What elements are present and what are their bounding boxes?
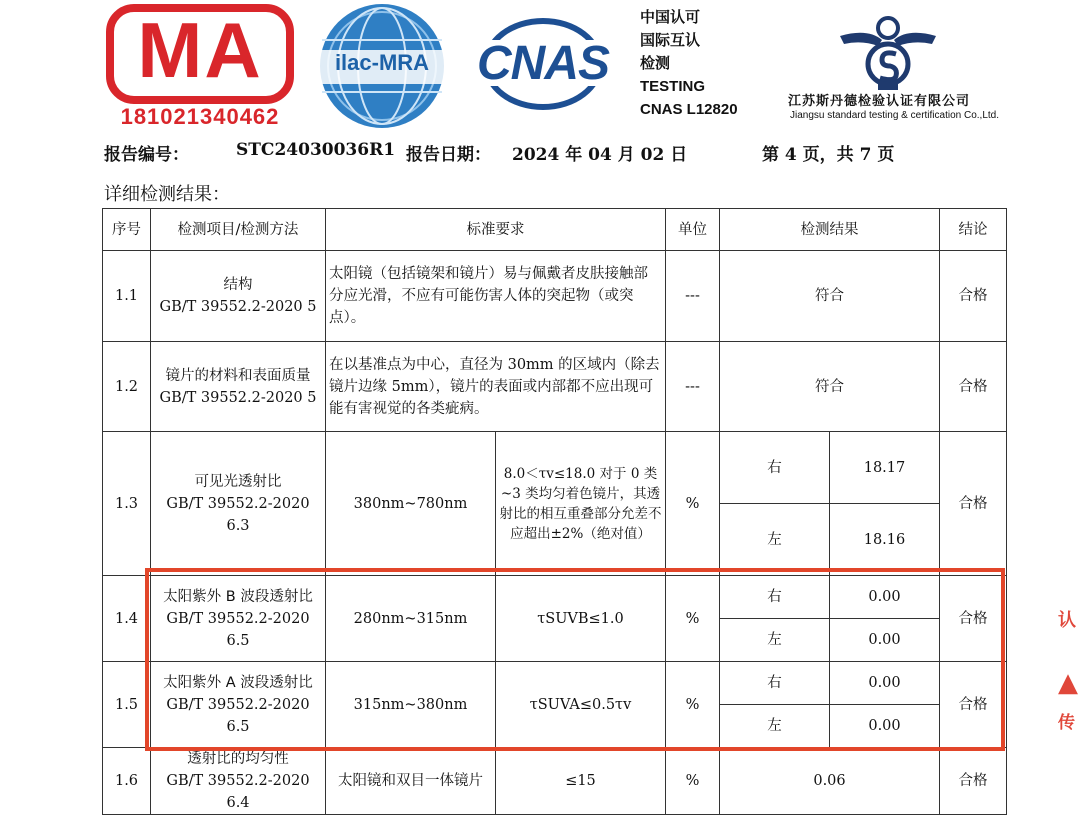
row-requirement: 在以基准点为中心，直径为 30mm 的区域内（除去镜片边缘 5mm），镜片的表面或内部都不应出现可能有害视觉的各类疵病。 — [326, 342, 666, 432]
row-requirement: 8.0＜τv≤18.0 对于 0 类~3 类均匀着色镜片，其透射比的相互重叠部分允差不应超出±2%（绝对值） — [496, 432, 666, 576]
row-result: 符合 — [720, 342, 940, 432]
cnas-line: 检测 — [640, 55, 671, 72]
row-result: 0.06 — [720, 748, 940, 815]
item-method: GB/T 39552.2-2020 6.3 — [166, 495, 310, 534]
cnas-line: CNAS L12820 — [640, 101, 738, 118]
header-requirement: 标准要求 — [326, 209, 666, 251]
row-unit: --- — [666, 251, 720, 342]
side-label-right: 右 — [720, 432, 830, 504]
row-requirement: ≤15 — [496, 748, 666, 815]
report-date: 2024 年 04 月 02 日 — [512, 145, 688, 165]
value-left: 18.16 — [830, 504, 940, 576]
header-unit: 单位 — [666, 209, 720, 251]
header-result: 检测结果 — [720, 209, 940, 251]
row-no: 1.5 — [103, 662, 151, 748]
row-no: 1.1 — [103, 251, 151, 342]
ilac-mra-logo — [316, 0, 448, 132]
results-table — [102, 208, 1007, 815]
row-item — [151, 432, 326, 576]
value-right: 0.00 — [830, 662, 940, 705]
table-header-row — [103, 209, 1007, 251]
header-conclusion: 结论 — [940, 209, 1007, 251]
cma-logo — [106, 4, 294, 130]
row-item — [151, 251, 326, 342]
stamp-fragment: 传 — [1058, 713, 1075, 733]
row-no: 1.2 — [103, 342, 151, 432]
row-conclusion: 合格 — [940, 342, 1007, 432]
row-conclusion: 合格 — [940, 576, 1007, 662]
cnas-line: 国际互认 — [640, 32, 701, 49]
item-name: 结构 — [223, 277, 253, 293]
row-item — [151, 748, 326, 815]
item-name: 可见光透射比 — [194, 473, 282, 490]
table-row — [103, 251, 1007, 342]
table-row — [103, 748, 1007, 815]
cnas-accreditation-text — [640, 6, 738, 121]
item-method: GB/T 39552.2-2020 6.4 — [166, 773, 310, 811]
ilac-logo-text: ilac-MRA — [334, 50, 430, 75]
cma-logo-text: MA — [137, 6, 263, 94]
cnas-line: 中国认可 — [640, 9, 701, 26]
row-item — [151, 576, 326, 662]
item-name: 透射比的均匀性 — [187, 751, 289, 767]
item-method: GB/T 39552.2-2020 5 — [159, 299, 317, 315]
winged-emblem-icon — [838, 6, 938, 92]
row-item — [151, 662, 326, 748]
jiangsu-standard-logo — [838, 6, 938, 92]
side-label-left: 左 — [720, 619, 830, 662]
cnas-logo-text: CNAS — [476, 37, 609, 90]
side-label-right: 右 — [720, 576, 830, 619]
row-conclusion: 合格 — [940, 251, 1007, 342]
row-unit: % — [666, 576, 720, 662]
item-name: 镜片的材料和表面质量 — [165, 367, 311, 384]
row-conclusion: 合格 — [940, 662, 1007, 748]
row-item — [151, 342, 326, 432]
table-row — [103, 576, 1007, 619]
row-conclusion: 合格 — [940, 432, 1007, 576]
table-row — [103, 342, 1007, 432]
company-name-en: Jiangsu standard testing & certification Co.,Ltd. — [790, 110, 1000, 121]
row-requirement: τSUVA≤0.5τv — [496, 662, 666, 748]
row-unit: % — [666, 662, 720, 748]
table-row — [103, 662, 1007, 705]
row-unit: % — [666, 748, 720, 815]
row-range: 380nm~780nm — [326, 432, 496, 576]
row-no: 1.3 — [103, 432, 151, 576]
side-label-left: 左 — [720, 705, 830, 748]
table-row — [103, 432, 1007, 504]
item-name: 太阳紫外 B 波段透射比 — [163, 588, 313, 605]
stamp-fragment: ▲ — [1058, 668, 1078, 698]
cnas-line: TESTING — [640, 78, 706, 95]
side-label-right: 右 — [720, 662, 830, 705]
row-conclusion: 合格 — [940, 748, 1007, 815]
row-no: 1.6 — [103, 748, 151, 815]
value-left: 0.00 — [830, 705, 940, 748]
value-left: 0.00 — [830, 619, 940, 662]
row-no: 1.4 — [103, 576, 151, 662]
report-date-label: 报告日期： — [406, 145, 491, 165]
row-unit: --- — [666, 342, 720, 432]
row-range: 太阳镜和双目一体镜片 — [326, 748, 496, 815]
row-requirement: τSUVB≤1.0 — [496, 576, 666, 662]
item-name: 太阳紫外 A 波段透射比 — [163, 674, 313, 691]
row-result: 符合 — [720, 251, 940, 342]
header-no: 序号 — [103, 209, 151, 251]
item-method: GB/T 39552.2-2020 6.5 — [166, 610, 310, 649]
header-item: 检测项目/检测方法 — [151, 209, 326, 251]
report-number-label: 报告编号： — [104, 145, 189, 165]
side-label-left: 左 — [720, 504, 830, 576]
cnas-logo — [468, 14, 618, 114]
row-requirement: 太阳镜（包括镜架和镜片）易与佩戴者皮肤接触部分应光滑，不应有可能伤害人体的突起物（或突点）。 — [326, 251, 666, 342]
row-range: 280nm~315nm — [326, 576, 496, 662]
value-right: 0.00 — [830, 576, 940, 619]
company-name-cn: 江苏斯丹德检验认证有限公司 — [788, 94, 971, 109]
item-method: GB/T 39552.2-2020 6.5 — [166, 696, 310, 735]
item-method: GB/T 39552.2-2020 5 — [159, 389, 317, 406]
row-unit: % — [666, 432, 720, 576]
page-info: 第 4 页，共 7 页 — [762, 145, 895, 165]
report-number: STC24030036R1 — [236, 140, 396, 160]
stamp-fragment: 认 — [1058, 610, 1076, 631]
value-right: 18.17 — [830, 432, 940, 504]
section-title: 详细检测结果： — [104, 184, 230, 205]
cma-number: 181021340462 — [120, 104, 280, 129]
row-range: 315nm~380nm — [326, 662, 496, 748]
